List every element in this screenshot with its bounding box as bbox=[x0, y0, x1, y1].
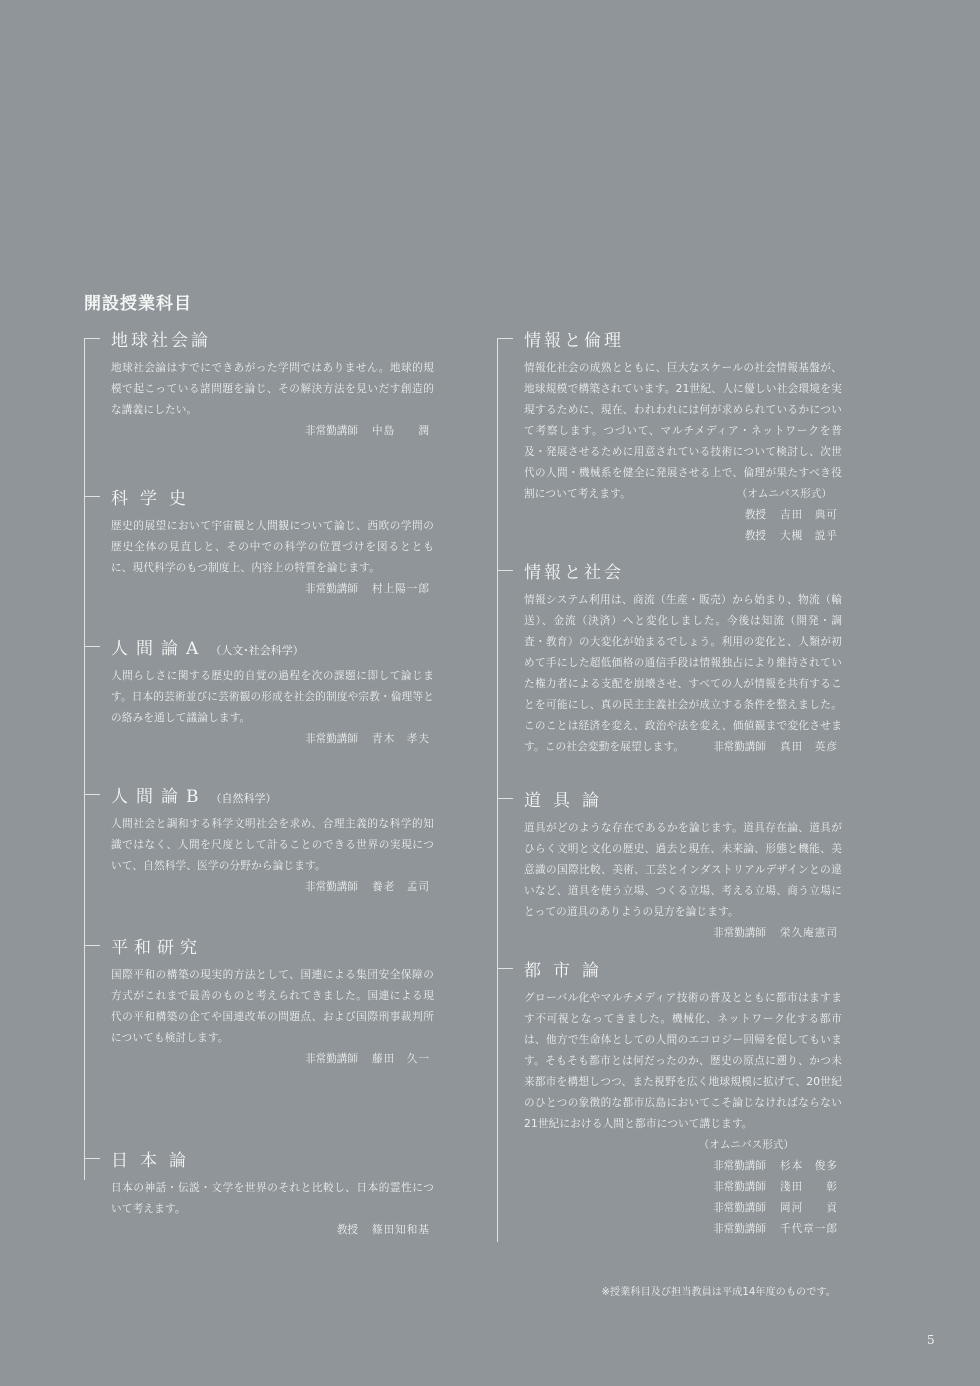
course-instructor: 非常勤講師 淺田 彰 bbox=[713, 1181, 838, 1193]
course-description: 地球社会論はすでにできあがった学問ではありません。地球的規模で起こっている諸問題を論じ、その解決方法を見いだす創造的な講義にしたい。 bbox=[111, 362, 434, 416]
course-toshi-ron bbox=[497, 956, 842, 1240]
course-joho-to-rinri bbox=[497, 326, 842, 547]
course-description: 道具がどのような存在であるかを論じます。道具存在論、道具がひらく文明と文化の歴史、過去と現在、未来論、形態と機能、美意識の国際比較、美術、工芸とインダストリアルデザインとの違いなど、道具を使う立場、つくる立場、考える立場、商う立場にとっての道具のありようの見方を論じます。 bbox=[524, 822, 842, 918]
course-instructor: 教授 大槻 説乎 bbox=[744, 530, 838, 542]
course-title: 科学史 bbox=[111, 489, 198, 509]
course-instructor: 非常勤講師 真田 英彦 bbox=[713, 741, 838, 753]
course-instructor: 非常勤講師 杉本 俊多 bbox=[713, 1160, 838, 1172]
course-description: 情報システム利用は、商流（生産・販売）から始まり、物流（輸送）、金流（決済）へと変化しました。今後は知流（開発・調査・教育）の大変化が始まるでしょう。利用の変化と、人類が初めて手にした超低価格の通信手段は情報独占により維持されていた権力者による支配を崩壊させ、すべての人が情報を共有することを可能にし、真の民主主義社会が成立する条件を整えました。このことは経済を変え、政治や法を変え、価値観まで変化させます。この社会変動を展望します。 bbox=[524, 594, 842, 753]
course-subtitle: （人文･社会科学） bbox=[210, 644, 304, 657]
course-description: 人間社会と調和する科学文明社会を求め、合理主義的な科学的知識ではなく、人間を尺度として計ることのできる世界の実現について、自然科学、医学の分野から論じます。 bbox=[111, 818, 434, 872]
course-tick bbox=[84, 646, 100, 647]
footnote: ※授業科目及び担当教員は平成14年度のものです。 bbox=[601, 1287, 836, 1298]
course-heiwa-kenkyu bbox=[84, 933, 434, 1070]
course-title: 平和研究 bbox=[111, 938, 203, 958]
course-title: 地球社会論 bbox=[111, 331, 211, 351]
course-description: 情報化社会の成熟とともに、巨大なスケールの社会情報基盤が、地球規模で構築されています。21世紀、人に優しい社会環境を実現するために、現在、われわれには何が求められているかについて考察します。つづいて、マルチメディア・ネットワークを普及・発展させるために用意されている技術について検討し、次世代の人間・機械系を健全に発展させる上で、倫理が果たすべき役割について考えます。 bbox=[524, 362, 842, 500]
course-format-note: （オムニバス形式） bbox=[698, 1139, 794, 1151]
course-tick bbox=[84, 496, 100, 497]
course-title: 情報と倫理 bbox=[524, 331, 624, 351]
course-tick bbox=[84, 338, 100, 339]
course-title: 情報と社会 bbox=[524, 563, 624, 583]
course-subtitle: （自然科学） bbox=[210, 792, 277, 805]
course-description: グローバル化やマルチメディア技術の普及とともに都市はますます不可視となってきました。機械化、ネットワーク化する都市は、他方で生命体としての人間のエコロジー回帰を促してもいます。そもそも都市とは何だったのか、歴史の原点に遡り、かつ未来都市を構想しつつ、また視野を広く地球規模に拡げて、20世紀のひとつの象徴的な都市広島においてこそ論じなければならない21世紀における人間と都市について講じます。 bbox=[524, 992, 842, 1130]
course-tick bbox=[84, 794, 100, 795]
course-instructor: 非常勤講師 養老 孟司 bbox=[305, 881, 430, 893]
course-instructor: 教授 吉田 典可 bbox=[744, 509, 838, 521]
course-description: 日本の神話・伝説・文学を世界のそれと比較し、日本的霊性について考えます。 bbox=[111, 1182, 434, 1215]
course-chikyu-shakai bbox=[84, 326, 434, 442]
course-instructor: 非常勤講師 中島 潤 bbox=[305, 425, 430, 437]
course-tick bbox=[84, 1158, 100, 1159]
course-instructor: 非常勤講師 岡河 貢 bbox=[713, 1202, 838, 1214]
course-joho-to-shakai bbox=[497, 558, 842, 758]
course-tick bbox=[497, 798, 513, 799]
course-dogu-ron bbox=[497, 786, 842, 944]
course-ningenron-b bbox=[84, 782, 434, 898]
course-description: 歴史的展望において宇宙観と人間観について論じ、西欧の学問の歴史全体の見直しと、その中での科学の位置づけを図るとともに、現代科学のもつ制度上、内容上の特質を論じます。 bbox=[111, 520, 434, 574]
course-title: 人間論B （自然科学） bbox=[111, 787, 277, 807]
course-instructor: 教授 篠田知和基 bbox=[336, 1224, 430, 1236]
course-description: 人間らしさに関する歴史的自覚の過程を次の課題に即して論じます。日本的芸術並びに芸術観の形成を社会的制度や宗教・倫理等との絡みを通して議論します。 bbox=[111, 670, 434, 724]
course-kagakushi bbox=[84, 484, 434, 600]
course-instructor: 非常勤講師 栄久庵憲司 bbox=[713, 927, 838, 939]
course-instructor: 非常勤講師 青木 孝夫 bbox=[305, 733, 430, 745]
course-tick bbox=[497, 968, 513, 969]
page-number: 5 bbox=[927, 1333, 935, 1347]
course-instructor: 非常勤講師 村上陽一郎 bbox=[305, 583, 430, 595]
course-title: 道具論 bbox=[524, 791, 611, 811]
course-description: 国際平和の構築の現実的方法として、国連による集団安全保障の方式がこれまで最善のものと考えられてきました。国連による現代の平和構築の企てや国連改革の問題点、および国際刑事裁判所についても検討します。 bbox=[111, 969, 434, 1044]
course-ningenron-a bbox=[84, 634, 434, 750]
course-title: 日本論 bbox=[111, 1151, 198, 1171]
course-tick bbox=[497, 570, 513, 571]
course-title: 都市論 bbox=[524, 961, 611, 981]
course-instructor: 非常勤講師 千代章一郎 bbox=[713, 1223, 838, 1235]
course-nihonron bbox=[84, 1146, 434, 1241]
course-tick bbox=[84, 945, 100, 946]
course-instructor: 非常勤講師 藤田 久一 bbox=[305, 1053, 430, 1065]
course-format-note: （オムニバス形式） bbox=[736, 488, 832, 500]
course-title: 人間論A （人文･社会科学） bbox=[111, 639, 304, 659]
course-tick bbox=[497, 338, 513, 339]
page-title: 開設授業科目 bbox=[84, 294, 192, 314]
